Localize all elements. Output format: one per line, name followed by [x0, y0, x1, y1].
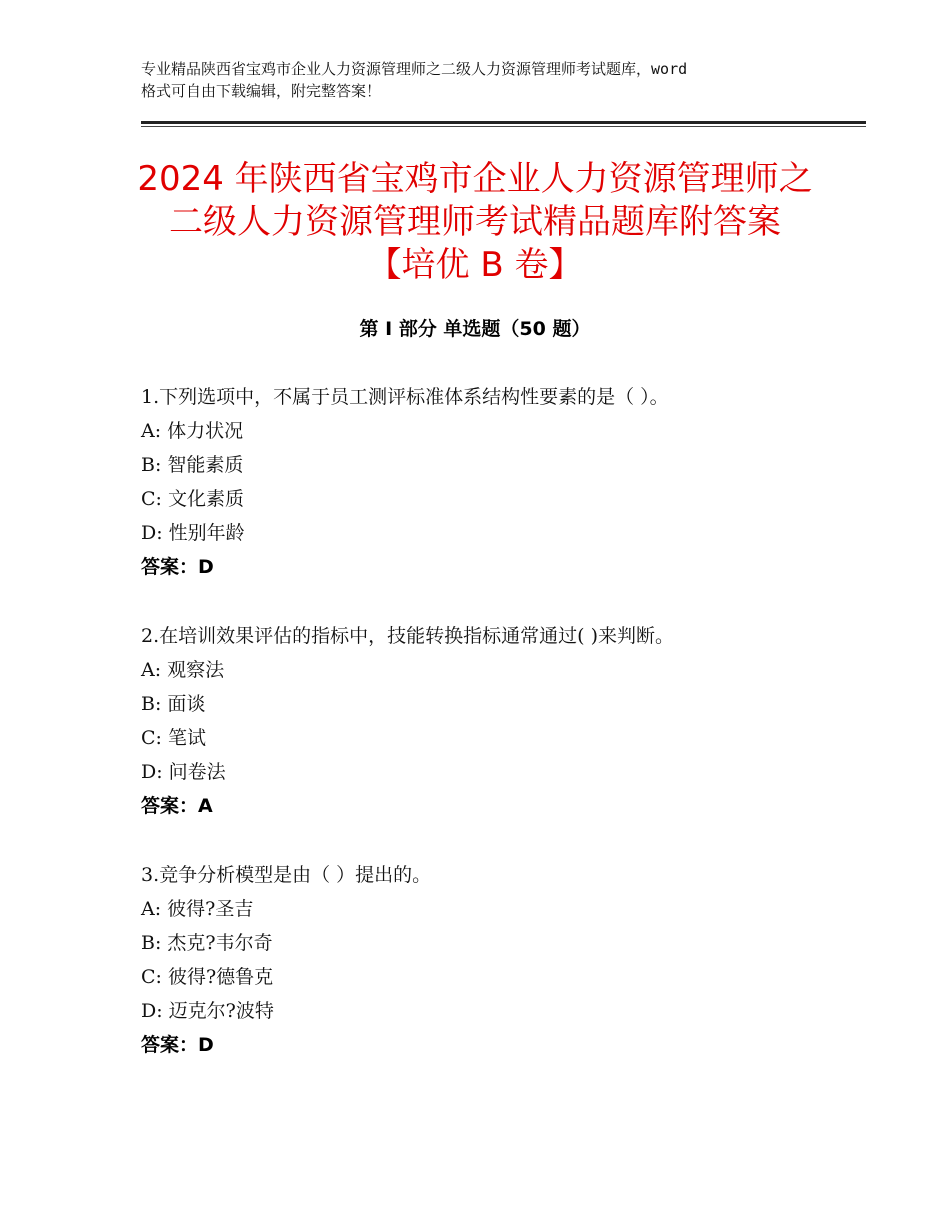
option-b: B: 面谈: [141, 693, 206, 715]
answer: 答案：D: [141, 1034, 214, 1056]
question-3: [141, 858, 841, 1062]
question-text: 2.在培训效果评估的指标中，技能转换指标通常通过( )来判断。: [141, 625, 674, 647]
header-note-line-2: 格式可自由下载编辑，附完整答案！: [141, 82, 382, 100]
question-2: [141, 619, 841, 823]
section-title: 第 I 部分 单选题（50 题）: [359, 318, 591, 340]
option-c: C: 彼得?德鲁克: [141, 966, 274, 988]
title-line-1: 2024 年陕西省宝鸡市企业人力资源管理师之: [137, 159, 813, 199]
option-a: A: 彼得?圣吉: [141, 898, 254, 920]
header-divider-thick: [141, 121, 866, 124]
option-d: D: 性别年龄: [141, 522, 245, 544]
question-text: 1.下列选项中，不属于员工测评标准体系结构性要素的是（ ）。: [141, 386, 669, 408]
header-note-line-1: 专业精品陕西省宝鸡市企业人力资源管理师之二级人力资源管理师考试题库，word: [141, 60, 688, 78]
title-line-3: 【培优 B 卷】: [367, 245, 583, 285]
option-b: B: 杰克?韦尔奇: [141, 932, 273, 954]
option-d: D: 迈克尔?波特: [141, 1000, 274, 1022]
document-title: [100, 158, 850, 287]
option-b: B: 智能素质: [141, 454, 244, 476]
question-text: 3.竞争分析模型是由（ ）提出的。: [141, 864, 432, 886]
option-d: D: 问卷法: [141, 761, 226, 783]
header-note: [141, 58, 831, 102]
option-a: A: 观察法: [141, 659, 225, 681]
answer: 答案：A: [141, 795, 213, 817]
option-c: C: 笔试: [141, 727, 206, 749]
header-divider-thin: [141, 126, 866, 127]
title-line-2: 二级人力资源管理师考试精品题库附答案: [169, 202, 781, 242]
question-1: [141, 380, 841, 584]
option-a: A: 体力状况: [141, 420, 244, 442]
option-c: C: 文化素质: [141, 488, 244, 510]
answer: 答案：D: [141, 556, 214, 578]
